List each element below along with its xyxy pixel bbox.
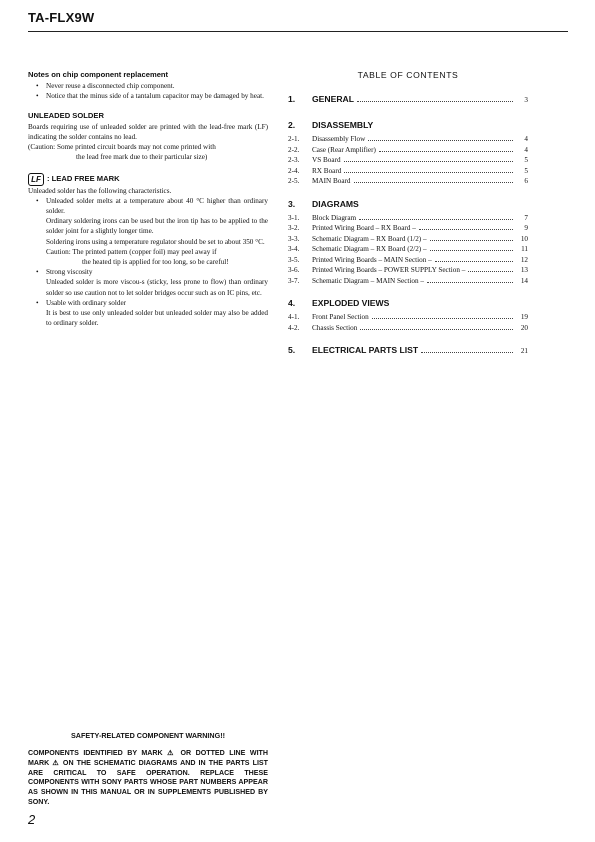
toc-item-label: Chassis Section (312, 323, 358, 332)
toc-item-label: Printed Wiring Boards – POWER SUPPLY Section – (312, 266, 466, 274)
lead-free-intro: Unleaded solder has the following characteristics. (28, 186, 172, 195)
toc-item-number: 2-5. (288, 177, 300, 185)
toc-item[interactable] (288, 255, 528, 266)
table-of-contents (288, 70, 528, 359)
lead-free-text: Ordinary soldering irons can be used but the iron tip has to be applied to the solder joint for a slightly longer time. (46, 217, 268, 236)
toc-page: 14 (520, 276, 528, 285)
toc-item[interactable] (288, 166, 528, 177)
toc-page: 19 (520, 313, 528, 321)
toc-leader (344, 172, 513, 173)
toc-page: 10 (520, 234, 528, 243)
toc-section[interactable] (288, 199, 528, 209)
unleaded-caution-cont: the lead free mark due to their particular size) (76, 153, 208, 162)
lead-free-bullet: • Unleaded solder melts at a temperature about 40 °C higher than ordinary solder. (28, 196, 268, 216)
lead-free-logo: LF (28, 173, 44, 186)
toc-page: 21 (520, 347, 528, 355)
toc-page: 9 (524, 224, 528, 232)
toc-leader (379, 151, 513, 152)
lead-free-text: It is best to use only unleaded solder but unleaded solder may also be added to ordinary solder. (46, 309, 268, 328)
toc-section-number: 2. (288, 120, 296, 130)
toc-item-label: Disassembly Flow (312, 135, 366, 143)
toc-page: 13 (520, 266, 528, 274)
toc-item[interactable] (288, 176, 528, 187)
toc-item-number: 3-2. (288, 224, 300, 232)
toc-item-number: 3-7. (288, 276, 300, 285)
toc-item-label: Printed Wiring Board – RX Board – (312, 224, 416, 232)
toc-item-label: Block Diagram (312, 213, 357, 222)
toc-leader (419, 229, 513, 230)
left-column (28, 70, 268, 328)
toc-item-label: RX Board (312, 166, 342, 175)
toc-section[interactable] (288, 345, 528, 355)
safety-warning (28, 731, 268, 808)
header-rule (28, 31, 568, 32)
toc-item-label: Schematic Diagram – RX Board (1/2) – (312, 234, 427, 243)
safety-title: SAFETY-RELATED COMPONENT WARNING!! (71, 731, 225, 740)
safety-body: COMPONENTS IDENTIFIED BY MARK ⚠ OR DOTTED LINE WITH MARK ⚠ ON THE SCHEMATIC DIAGRAMS AND IN THE PARTS LIST ARE CRITICAL TO SAFE OPERATION. REPLACE THESE COMPONENTS WITH SONY PARTS WHOSE PART NUMBERS APPEAR AS SHOWN IN THIS MANUAL OR IN SUPPLEMENTS PUBLISHED BY SONY. (28, 749, 268, 806)
toc-leader (468, 271, 513, 272)
toc-item[interactable] (288, 312, 528, 323)
toc-item[interactable] (288, 276, 528, 287)
lead-free-caution: Caution: The printed pattern (copper foil) may peel away if (46, 247, 217, 256)
toc-item-label: Schematic Diagram – MAIN Section – (312, 276, 424, 285)
toc-section-label: DIAGRAMS (312, 198, 359, 209)
toc-page: 20 (520, 323, 528, 332)
toc-page: 7 (524, 213, 528, 222)
lead-free-text: Unleaded solder is more viscou-s (sticky, less prone to flow) than ordinary solder so use caution not to let solder bridges occur such as on IC pins, etc. (46, 278, 268, 297)
toc-item[interactable] (288, 145, 528, 156)
toc-leader (360, 329, 513, 330)
notes-title: Notes on chip component replacement (28, 70, 169, 79)
page-number: 2 (28, 812, 36, 827)
toc-page: 3 (524, 96, 528, 104)
toc-leader (430, 250, 513, 251)
lead-free-caution-cont: the heated tip is applied for too long, so be careful! (82, 258, 229, 267)
toc-section[interactable] (288, 94, 528, 104)
toc-section-number: 4. (288, 298, 296, 308)
toc-item-number: 2-4. (288, 166, 300, 175)
model-title: TA-FLX9W (28, 10, 95, 25)
toc-leader (354, 182, 513, 183)
toc-page: 4 (524, 145, 528, 154)
toc-item-number: 2-2. (288, 145, 300, 154)
unleaded-title: UNLEADED SOLDER (28, 110, 104, 120)
toc-page: 5 (524, 166, 528, 175)
lead-free-bullet: • Strong viscosity (28, 267, 268, 277)
toc-item[interactable] (288, 223, 528, 234)
toc-item-number: 3-1. (288, 213, 300, 222)
lead-free-bullet: • Usable with ordinary solder (28, 298, 268, 308)
toc-page: 6 (524, 177, 528, 185)
toc-item-number: 2-1. (288, 135, 300, 143)
lead-free-title: : LEAD FREE MARK (47, 174, 120, 184)
toc-item[interactable] (288, 323, 528, 334)
toc-item[interactable] (288, 213, 528, 224)
toc-page: 5 (524, 156, 528, 164)
unleaded-body: Boards requiring use of unleaded solder are printed with the lead-free mark (LF) indicating the solder contains no lead. (28, 122, 268, 142)
toc-section-label: GENERAL (312, 94, 355, 104)
toc-item-number: 3-6. (288, 266, 300, 274)
notes-bullet: • Never reuse a disconnected chip component. (28, 81, 268, 91)
toc-page: 4 (524, 135, 528, 143)
toc-section-label: DISASSEMBLY (312, 120, 374, 130)
toc-page: 11 (521, 245, 528, 253)
toc-leader (359, 219, 513, 220)
toc-item-number: 4-1. (288, 313, 300, 321)
toc-item[interactable] (288, 155, 528, 166)
toc-item-label: Schematic Diagram – RX Board (2/2) – (312, 245, 427, 253)
toc-section-number: 3. (288, 198, 296, 209)
toc-leader (435, 261, 513, 262)
toc-item-number: 2-3. (288, 156, 300, 164)
toc-page: 12 (520, 255, 528, 264)
toc-leader (427, 282, 513, 283)
toc-leader (368, 140, 513, 141)
toc-section-label: ELECTRICAL PARTS LIST (312, 345, 419, 355)
toc-item-label: MAIN Board (312, 177, 351, 185)
toc-leader (344, 161, 513, 162)
toc-item-label: Front Panel Section (312, 313, 369, 321)
toc-section-number: 1. (288, 94, 296, 104)
toc-leader (421, 352, 513, 353)
toc-title: TABLE OF CONTENTS (357, 70, 459, 80)
toc-item[interactable] (288, 234, 528, 245)
toc-item-number: 3-3. (288, 234, 300, 243)
toc-item[interactable] (288, 265, 528, 276)
toc-section[interactable] (288, 298, 528, 308)
toc-item-number: 3-5. (288, 255, 300, 264)
toc-leader (372, 318, 513, 319)
lead-free-heading (28, 173, 268, 186)
toc-item[interactable] (288, 134, 528, 145)
toc-item-number: 3-4. (288, 245, 300, 253)
toc-section[interactable] (288, 120, 528, 130)
toc-section-label: EXPLODED VIEWS (312, 298, 390, 308)
toc-item-label: Printed Wiring Boards – MAIN Section – (312, 255, 432, 264)
lead-free-text: Soldering irons using a temperature regulator should be set to about 350 °C. (46, 237, 265, 246)
toc-section-number: 5. (288, 345, 296, 355)
toc-item-label: VS Board (312, 156, 341, 164)
toc-item-label: Case (Rear Amplifier) (312, 145, 376, 154)
toc-leader (430, 240, 513, 241)
unleaded-caution: (Caution: Some printed circuit boards may not come printed with (28, 143, 216, 152)
toc-leader (357, 101, 513, 102)
toc-item[interactable] (288, 244, 528, 255)
notes-bullet: • Notice that the minus side of a tantalum capacitor may be damaged by heat. (28, 91, 268, 101)
toc-item-number: 4-2. (288, 323, 300, 332)
